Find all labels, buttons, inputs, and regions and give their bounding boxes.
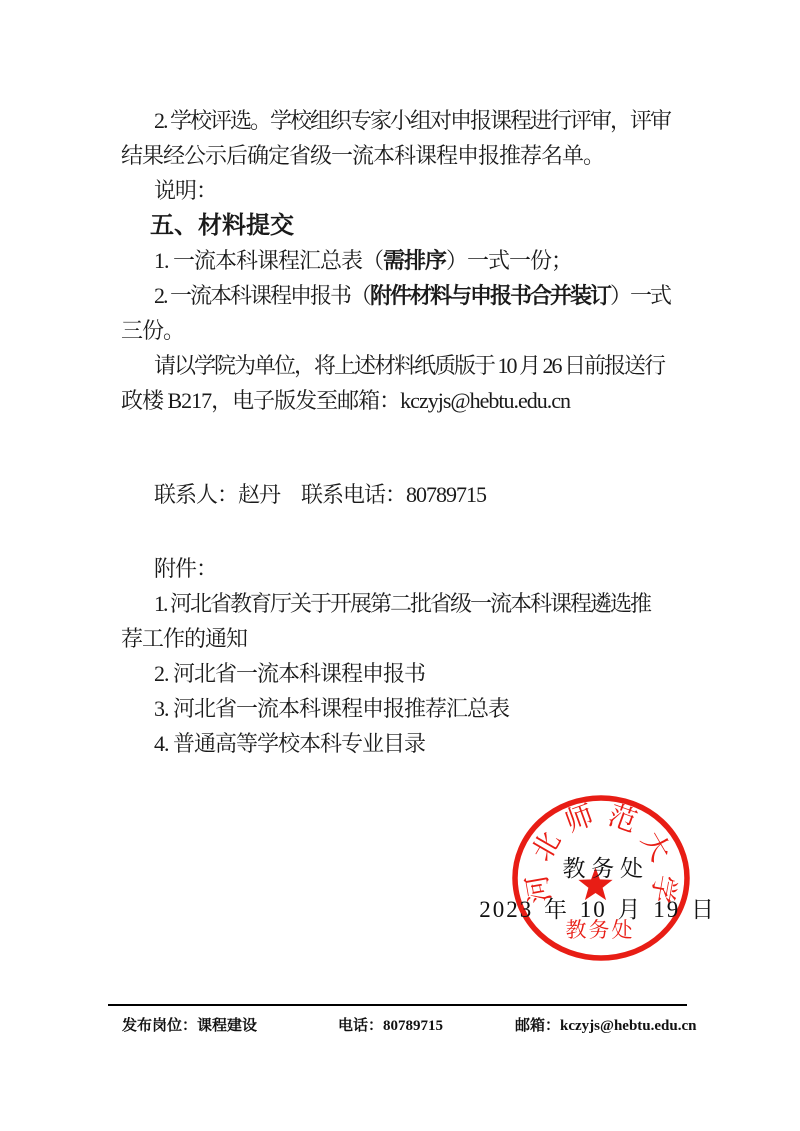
document-body	[121, 103, 800, 761]
footer	[0, 1014, 800, 1036]
footer-email-label: 邮箱：kczyjs@hebtu.edu.cn	[515, 1018, 697, 1034]
submit-instruction-line1: 请以学院为单位，将上述材料纸质版于 10 月 26 日前报送行	[154, 353, 665, 378]
footer-divider	[108, 1004, 687, 1006]
section5-heading: 五、材料提交	[150, 212, 294, 239]
paragraph-review-line2: 结果经公示后确定省级一流本科课程申报推荐名单。	[121, 143, 605, 168]
seal-arc-char-3: 师	[561, 799, 599, 839]
footer-post-label: 发布岗位：课程建设	[122, 1018, 258, 1034]
seal-arc-char-6: 学	[644, 872, 681, 906]
material-item-2-continuation: 三份。	[121, 318, 185, 343]
material-item-2	[121, 278, 800, 313]
attachment-item-3: 3. 河北省一流本科课程申报推荐汇总表	[154, 696, 510, 721]
attachment-item-1-line2: 荐工作的通知	[121, 626, 248, 651]
seal-department-label: 教务处	[565, 918, 635, 942]
attachment-item-1-line1: 1. 河北省教育厅关于开展第二批省级一流本科课程遴选推	[154, 591, 651, 616]
item1-bold-text: 需排序	[383, 248, 447, 273]
item1-text-end: ）一式一份；	[446, 248, 573, 273]
signature-date: 2023 年 10 月 19 日	[479, 897, 716, 922]
item2-bold-text: 附件材料与申报书合并装订	[370, 283, 611, 308]
signature-department: 教 务 处	[562, 856, 643, 881]
seal-arc-char-5: 大	[634, 826, 676, 867]
attachment-item-2: 2. 河北省一流本科课程申报书	[154, 661, 426, 686]
material-item-1	[121, 243, 800, 278]
contact-line: 联系人：赵丹 联系电话：80789715	[154, 482, 487, 507]
seal-arc-char-2: 北	[526, 826, 568, 867]
seal-arc-char-1: 河	[521, 872, 558, 906]
item1-text: 1. 一流本科课程汇总表（	[154, 248, 384, 273]
item2-text: 2. 一流本科课程申报书（	[154, 283, 371, 308]
attachment-item-4: 4. 普通高等学校本科专业目录	[154, 731, 426, 756]
item2-text-end: ）一式	[610, 283, 671, 308]
attachments-label: 附件：	[154, 556, 218, 581]
seal-arc-char-4: 范	[603, 799, 641, 839]
note-label: 说明：	[154, 178, 218, 203]
submit-instruction-line2: 政楼 B217，电子版发至邮箱：kczyjs@hebtu.edu.cn	[121, 388, 571, 413]
footer-phone-label: 电话：80789715	[338, 1018, 444, 1034]
paragraph-review-line1: 2. 学校评选。学校组织专家小组对申报课程进行评审，评审	[154, 108, 671, 133]
